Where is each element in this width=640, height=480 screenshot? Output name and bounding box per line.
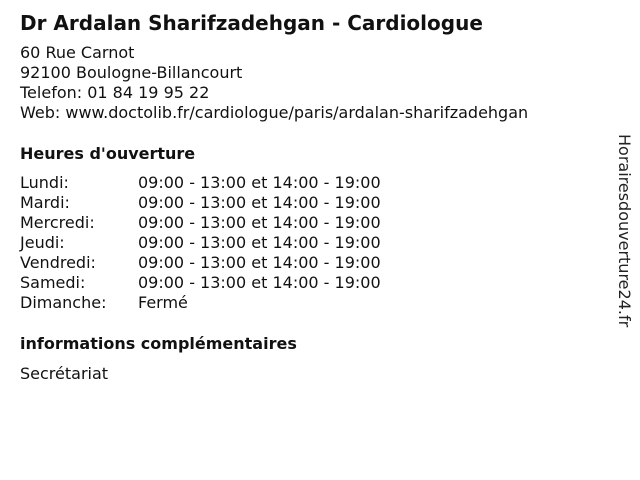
hours-time: 09:00 - 13:00 et 14:00 - 19:00	[138, 273, 381, 292]
address-street: 60 Rue Carnot	[20, 43, 135, 62]
hours-row-samedi	[20, 273, 381, 293]
hours-time: 09:00 - 13:00 et 14:00 - 19:00	[138, 173, 381, 192]
phone-number: Telefon: 01 84 19 95 22	[20, 83, 210, 102]
hours-time: 09:00 - 13:00 et 14:00 - 19:00	[138, 193, 381, 212]
hours-row-jeudi	[20, 233, 381, 253]
hours-day: Jeudi:	[20, 233, 65, 252]
address-city: 92100 Boulogne-Billancourt	[20, 63, 243, 82]
hours-day: Dimanche:	[20, 293, 107, 312]
hours-time: 09:00 - 13:00 et 14:00 - 19:00	[138, 253, 381, 272]
additional-info-heading: informations complémentaires	[20, 334, 297, 353]
website-link[interactable]: Web: www.doctolib.fr/cardiologue/paris/ardalan-sharifzadehgan	[20, 103, 529, 122]
hours-row-lundi	[20, 173, 381, 193]
hours-day: Mercredi:	[20, 213, 95, 232]
opening-hours-heading: Heures d'ouverture	[20, 144, 196, 163]
opening-hours-table	[20, 173, 381, 313]
hours-day: Lundi:	[20, 173, 69, 192]
site-watermark: Horairesdouverture24.fr	[615, 134, 634, 328]
hours-day: Vendredi:	[20, 253, 96, 272]
additional-info-text: Secrétariat	[20, 364, 109, 383]
hours-day: Mardi:	[20, 193, 70, 212]
hours-row-dimanche	[20, 293, 381, 313]
hours-row-vendredi	[20, 253, 381, 273]
page-title: Dr Ardalan Sharifzadehgan - Cardiologue	[20, 11, 483, 35]
hours-row-mercredi	[20, 213, 381, 233]
hours-day: Samedi:	[20, 273, 86, 292]
hours-time: 09:00 - 13:00 et 14:00 - 19:00	[138, 233, 381, 252]
hours-time: Fermé	[138, 293, 188, 312]
address-block	[20, 43, 528, 123]
hours-time: 09:00 - 13:00 et 14:00 - 19:00	[138, 213, 381, 232]
hours-row-mardi	[20, 193, 381, 213]
